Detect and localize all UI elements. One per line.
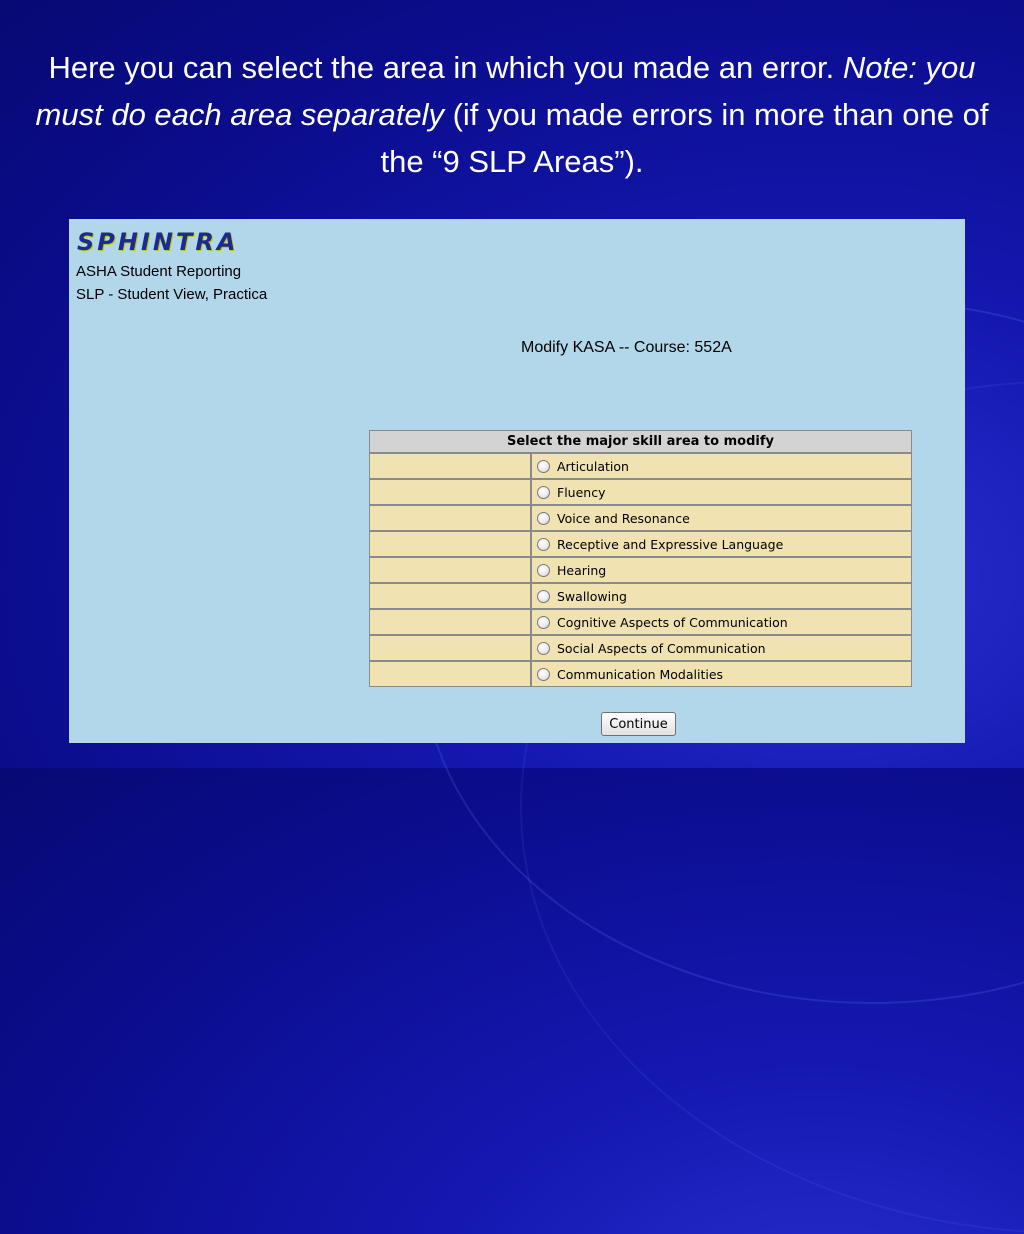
skill-area-table [369,430,912,687]
app-screenshot [69,219,965,743]
option-label: Social Aspects of Communication [557,640,766,656]
slide-title-text: Here you can select the area in which you made an error. [48,50,843,85]
radio-option-articulation[interactable] [532,454,911,478]
table-row [370,662,911,686]
option-label: Communication Modalities [557,666,724,682]
table-header: Select the major skill area to modify [370,431,911,452]
slide-title-note: Note: you must do each area separately [35,50,976,132]
radio-option-language[interactable] [532,532,911,556]
table-row [370,506,911,530]
radio-option-swallowing[interactable] [532,584,911,608]
radio-option-hearing[interactable] [532,558,911,582]
radio-button-icon[interactable] [537,512,550,525]
radio-button-icon[interactable] [537,668,550,681]
page-title: Modify KASA -- Course: 552A [521,339,732,356]
radio-option-fluency[interactable] [532,480,911,504]
app-view-label: SLP - Student View, Practica [76,286,268,303]
option-label: Hearing [557,562,607,578]
continue-button[interactable]: Continue [601,712,676,736]
radio-button-icon[interactable] [537,460,550,473]
app-subtitle: ASHA Student Reporting [76,263,242,280]
option-label: Receptive and Expressive Language [557,536,784,552]
table-cell-empty [370,636,530,660]
table-row [370,480,911,504]
radio-button-icon[interactable] [537,564,550,577]
table-row [370,584,911,608]
table-cell-empty [370,454,530,478]
table-cell-empty [370,506,530,530]
radio-button-icon[interactable] [537,538,550,551]
table-row [370,558,911,582]
radio-button-icon[interactable] [537,486,550,499]
radio-option-voice-resonance[interactable] [532,506,911,530]
option-label: Fluency [557,484,606,500]
table-row [370,610,911,634]
radio-option-social[interactable] [532,636,911,660]
table-cell-empty [370,532,530,556]
table-cell-empty [370,480,530,504]
table-cell-empty [370,610,530,634]
radio-option-modalities[interactable] [532,662,911,686]
table-row [370,454,911,478]
table-cell-empty [370,662,530,686]
table-cell-empty [370,584,530,608]
radio-button-icon[interactable] [537,642,550,655]
slide-title-text-end: (if you made errors in more than one of the “9 SLP Areas”). [380,97,989,179]
radio-option-cognitive[interactable] [532,610,911,634]
table-row [370,532,911,556]
slide-title [20,44,1004,185]
option-label: Cognitive Aspects of Communication [557,614,788,630]
option-label: Articulation [557,458,629,474]
table-row [370,636,911,660]
radio-button-icon[interactable] [537,590,550,603]
option-label: Swallowing [557,588,627,604]
option-label: Voice and Resonance [557,510,690,526]
radio-button-icon[interactable] [537,616,550,629]
sphintra-logo: SPHINTRA [77,228,239,256]
table-cell-empty [370,558,530,582]
